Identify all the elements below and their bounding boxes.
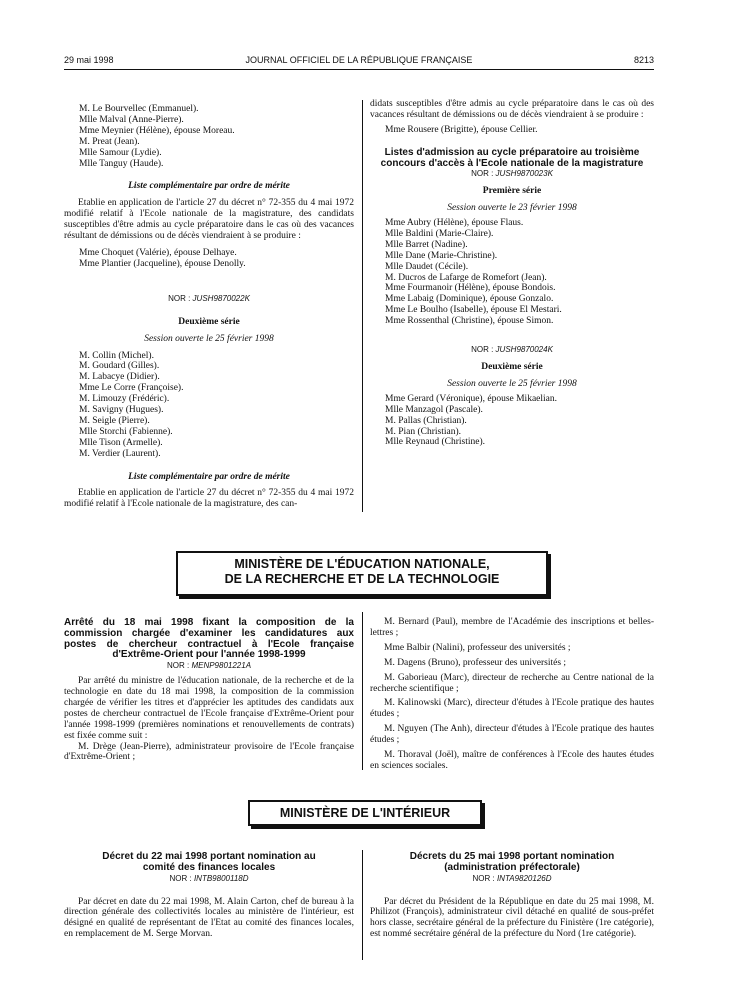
column-divider-2 [362, 612, 363, 770]
name-entry: Mme Rousere (Brigitte), épouse Cellier. [385, 124, 538, 135]
list-item: M. Savigny (Hugues). [79, 405, 164, 416]
list-item: Mme Plantier (Jacqueline), épouse Denolly. [79, 258, 246, 269]
ministry-line-2: DE LA RECHERCHE ET DE LA TECHNOLOGIE [224, 572, 500, 586]
arrete-left-column [64, 618, 354, 763]
nor-reference-2: NOR : JUSH9870024K [471, 345, 553, 355]
decret-1-title: Décret du 22 mai 1998 portant nomination au comité des finances locales [102, 851, 316, 873]
name-list-first-series [370, 218, 654, 327]
list-item: M. Pallas (Christian). [385, 415, 467, 426]
list-comp-text-2: Etablie en application de l'article 27 du décret n° 72-355 du 4 mai 1972 modifié relatif à l'Ecole nationale de la magistrature, des can- [64, 488, 354, 510]
column-divider-3 [362, 850, 363, 960]
session-date: Session ouverte le 25 février 1998 [144, 333, 274, 344]
arrete-title: Arrêté du 18 mai 1998 fixant la composition de la commission chargée d'examiner les candidatures aux postes de chercheur contractuel à l'Ecole française d'Extrême-Orient pour l'année 1998-1999 [64, 617, 354, 661]
name-list-2 [64, 248, 354, 270]
header-date: 29 mai 1998 [64, 55, 114, 65]
list-item: Mme Aubry (Hélène), épouse Flaus. [385, 218, 524, 229]
ministry-interior-banner [248, 800, 482, 826]
arrete-nor: NOR : MENP9801221A [166, 661, 252, 671]
list-item: Mme Meynier (Hélène), épouse Moreau. [79, 125, 235, 136]
commission-member: M. Nguyen (The Anh), directeur d'études à l'Ecole pratique des hautes études ; [370, 724, 654, 746]
list-item: M. Seigle (Pierre). [79, 415, 150, 426]
list-item: M. Limouzy (Frédéric). [79, 394, 170, 405]
list-item: M. Collin (Michel). [79, 350, 154, 361]
name-list-3 [64, 351, 354, 460]
decret-1-text: Par décret en date du 22 mai 1998, M. Alain Carton, chef de bureau à la direction générale des collectivités locales au ministère de l'intérieur, est désigné en qualité de représentant de l'Etat au comité des finances locales, en remplacement de M. Serge Morvan. [64, 896, 354, 940]
decret-2-nor: NOR : INTA9820126D [472, 873, 552, 883]
decret-1-nor: NOR : INTB9800118D [169, 873, 249, 883]
list-item: M. Preat (Jean). [79, 136, 140, 147]
top-left-column [64, 104, 354, 510]
arrete-para-2: M. Drège (Jean-Pierre), administrateur provisoire de l'Ecole française d'Extrême-Orient ; [64, 741, 354, 763]
list-item: Mlle Samour (Lydie). [79, 147, 162, 158]
list-comp-text: Etablie en application de l'article 27 du décret n° 72-355 du 4 mai 1972 modifié relatif à l'Ecole nationale de la magistrature, des candidats susceptibles d'être admis au cycle préparatoire dans le cas où des vacances résultant de démissions ou de décès viendraient à se produire : [64, 198, 354, 242]
arrete-right-column [370, 617, 654, 776]
session-date-1: Session ouverte le 23 février 1998 [447, 203, 577, 214]
decret-1-column [64, 852, 354, 940]
list-item: M. Goudard (Gilles). [79, 361, 160, 372]
continuation-text: didats susceptibles d'être admis au cycle préparatoire dans le cas où des vacances résultant de démissions ou de décès viendraient à se produire : [370, 99, 654, 120]
list-item: Mme Gerard (Véronique), épouse Mikaelian. [385, 393, 557, 404]
list-item: Mlle Barret (Nadine). [385, 239, 468, 250]
serie-title-2: Deuxième série [481, 362, 543, 372]
section-title: Listes d'admission au cycle préparatoire au troisième concours d'accès à l'Ecole nationale de la magistrature [380, 146, 644, 169]
ministry-line: MINISTÈRE DE L'INTÉRIEUR [279, 806, 451, 820]
commission-member: Mme Balbir (Nalini), professeur des universités ; [384, 642, 571, 653]
commission-member: M. Gaborieau (Marc), directeur de recherche au Centre national de la recherche scientifique ; [370, 672, 654, 694]
list-item: Mlle Malval (Anne-Pierre). [79, 114, 184, 125]
header-rule [64, 69, 654, 70]
list-item: Mlle Dane (Marie-Christine). [385, 250, 498, 261]
nor-reference: NOR : JUSH9870022K [168, 293, 250, 303]
decret-2-column [370, 852, 654, 940]
list-item: Mlle Storchi (Fabienne). [79, 426, 173, 437]
list-item: M. Ducros de Lafarge de Romefort (Jean). [385, 272, 547, 283]
commission-member: M. Kalinowski (Marc), directeur d'études à l'Ecole pratique des hautes études ; [370, 698, 654, 720]
session-date-2: Session ouverte le 25 février 1998 [447, 378, 577, 389]
list-comp-title: Liste complémentaire par ordre de mérite [128, 181, 290, 192]
list-item: Mme Choquet (Valérie), épouse Delhaye. [79, 247, 237, 258]
list-item: Mme Le Boulho (Isabelle), épouse El Mestari. [385, 305, 562, 316]
name-list-1 [64, 104, 354, 169]
arrete-para-1: Par arrêté du ministre de l'éducation nationale, de la recherche et de la technologie en date du 18 mai 1998, la composition de la commission chargée de vérifier les titres et d'apprécier les aptitudes des candidats aux postes de chercheur contractuel de l'Ecole française d'Extrême-Orient pour l'année 1998-1999 (premières nominations et renouvellements de contrats) est fixée comme suit : [64, 676, 354, 741]
list-item: M. Pian (Christian). [385, 426, 461, 437]
page-header [64, 55, 654, 69]
ministry-education-banner [176, 551, 548, 596]
list-item: M. Labacye (Didier). [79, 372, 160, 383]
list-item: Mlle Baldini (Marie-Claire). [385, 228, 494, 239]
commission-member: M. Dagens (Bruno), professeur des universités ; [384, 657, 567, 668]
nor-reference-1: NOR : JUSH9870023K [471, 169, 553, 179]
serie-title: Deuxième série [178, 316, 240, 327]
list-item: Mme Fourmanoir (Hélène), épouse Bondois. [385, 283, 556, 294]
list-item: M. Le Bourvellec (Emmanuel). [79, 104, 199, 114]
commission-member: M. Bernard (Paul), membre de l'Académie des inscriptions et belles-lettres ; [370, 617, 654, 638]
serie-title-1: Première série [482, 186, 542, 197]
list-item: Mlle Daudet (Cécile). [385, 261, 469, 272]
ministry-line-1: MINISTÈRE DE L'ÉDUCATION NATIONALE, [234, 557, 490, 571]
list-comp-title-2: Liste complémentaire par ordre de mérite [128, 471, 290, 482]
list-item: Mme Rossenthal (Christine), épouse Simon. [385, 316, 554, 327]
name-list-second-series [370, 394, 654, 449]
list-item: Mlle Tanguy (Haude). [79, 158, 164, 169]
column-divider [362, 100, 363, 512]
header-journal-title: JOURNAL OFFICIEL DE LA RÉPUBLIQUE FRANÇAISE [245, 55, 473, 65]
list-item: M. Verdier (Laurent). [79, 448, 161, 459]
list-item: Mme Le Corre (Françoise). [79, 383, 184, 394]
header-page-number: 8213 [633, 55, 654, 65]
commission-member: M. Thoraval (Joël), maître de conférences à l'Ecole des hautes études en sciences sociales. [370, 750, 654, 771]
decret-2-title: Décrets du 25 mai 1998 portant nomination (administration préfectorale) [409, 851, 615, 873]
list-item: Mlle Manzagol (Pascale). [385, 404, 483, 415]
decret-2-text: Par décret du Président de la République en date du 25 mai 1998, M. Philizot (François), administrateur civil détaché en qualité de sous-préfet hors classe, secrétaire général de la préfecture du Finistère (1re catégorie), est nommé secrétaire général de la préfecture du Nord (1re catégorie). [370, 896, 654, 940]
list-item: Mme Labaig (Dominique), épouse Gonzalo. [385, 294, 554, 305]
list-item: Mlle Reynaud (Christine). [385, 437, 485, 448]
top-right-column [370, 99, 654, 448]
list-item: Mlle Tison (Armelle). [79, 437, 163, 448]
